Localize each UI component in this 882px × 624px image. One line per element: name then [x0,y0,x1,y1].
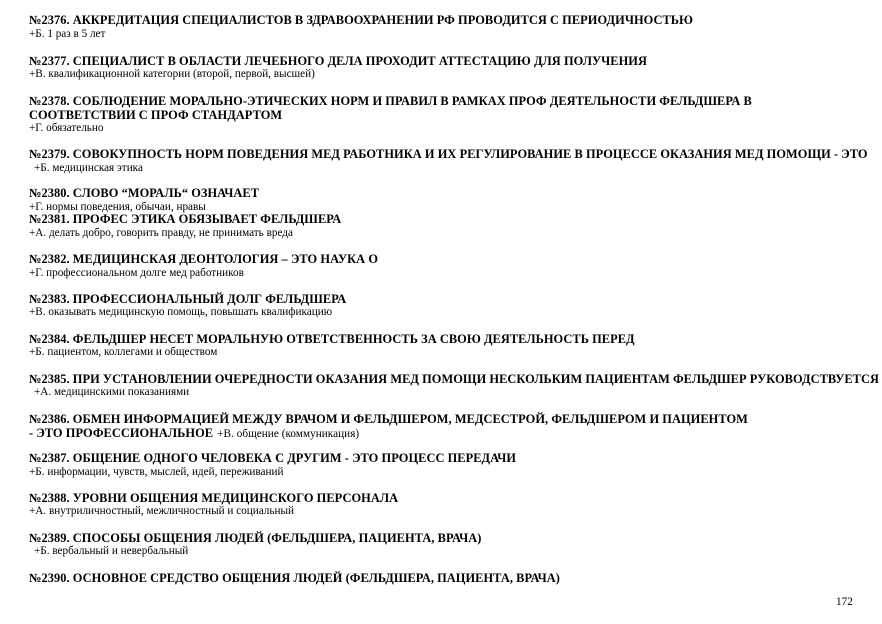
question-2376: №2376. АККРЕДИТАЦИЯ СПЕЦИАЛИСТОВ В ЗДРАВООХРАНЕНИИ РФ ПРОВОДИТСЯ С ПЕРИОДИЧНОСТЬЮ [29,13,694,27]
page-number: 172 [836,596,853,608]
answer-2385: +А. медицинскими показаниями [34,386,190,398]
answer-2384: +Б. пациентом, коллегами и обществом [29,346,218,358]
question-2386-continuation [29,426,834,441]
answer-2387: +Б. информации, чувств, мыслей, идей, переживаний [29,466,284,478]
answer-2380: +Г. нормы поведения, обычаи, нравы [29,201,206,213]
question-2384: №2384. ФЕЛЬДШЕР НЕСЕТ МОРАЛЬНУЮ ОТВЕТСТВЕННОСТЬ ЗА СВОЮ ДЕЯТЕЛЬНОСТЬ ПЕРЕД [29,332,635,346]
question-2382: №2382. МЕДИЦИНСКАЯ ДЕОНТОЛОГИЯ – ЭТО НАУКА О [29,252,379,266]
answer-2376: +Б. 1 раз в 5 лет [29,28,106,40]
answer-2386: +В. общение (коммуникация) [217,428,360,440]
question-2378: №2378. СОБЛЮДЕНИЕ МОРАЛЬНО-ЭТИЧЕСКИХ НОРМ И ПРАВИЛ В РАМКАХ ПРОФ ДЕЯТЕЛЬНОСТИ ФЕЛЬДШЕРА В СООТВЕТСТВИИ С ПРОФ СТАНДАРТОМ [29,94,752,122]
question-2380: №2380. СЛОВО “МОРАЛЬ“ ОЗНАЧАЕТ [29,186,260,200]
question-2377: №2377. СПЕЦИАЛИСТ В ОБЛАСТИ ЛЕЧЕБНОГО ДЕЛА ПРОХОДИТ АТТЕСТАЦИЮ ДЛЯ ПОЛУЧЕНИЯ [29,54,647,68]
question-2383: №2383. ПРОФЕССИОНАЛЬНЫЙ ДОЛГ ФЕЛЬДШЕРА [29,292,347,306]
question-2390: №2390. ОСНОВНОЕ СРЕДСТВО ОБЩЕНИЯ ЛЮДЕЙ (ФЕЛЬДШЕРА, ПАЦИЕНТА, ВРАЧА) [29,571,560,585]
question-2389: №2389. СПОСОБЫ ОБЩЕНИЯ ЛЮДЕЙ (ФЕЛЬДШЕРА, ПАЦИЕНТА, ВРАЧА) [29,531,482,545]
question-2386-tail: - ЭТО ПРОФЕССИОНАЛЬНОЕ [29,426,214,440]
answer-2383: +В. оказывать медицинскую помощь, повышать квалификацию [29,306,333,318]
answer-2382: +Г. профессиональном долге мед работников [29,267,244,279]
question-2387: №2387. ОБЩЕНИЕ ОДНОГО ЧЕЛОВЕКА С ДРУГИМ - ЭТО ПРОЦЕСС ПЕРЕДАЧИ [29,451,517,465]
question-2388: №2388. УРОВНИ ОБЩЕНИЯ МЕДИЦИНСКОГО ПЕРСОНАЛА [29,491,399,505]
question-2385: №2385. ПРИ УСТАНОВЛЕНИИ ОЧЕРЕДНОСТИ ОКАЗАНИЯ МЕД ПОМОЩИ НЕСКОЛЬКИМ ПАЦИЕНТАМ ФЕЛЬДШЕР РУКОВОДСТВУЕТСЯ [29,372,879,386]
question-2381: №2381. ПРОФЕС ЭТИКА ОБЯЗЫВАЕТ ФЕЛЬДШЕРА [29,212,342,226]
answer-2389: +Б. вербальный и невербальный [34,545,189,557]
question-2379: №2379. СОВОКУПНОСТЬ НОРМ ПОВЕДЕНИЯ МЕД РАБОТНИКА И ИХ РЕГУЛИРОВАНИЕ В ПРОЦЕССЕ ОКАЗАНИЯ МЕД ПОМОЩИ - ЭТО [29,147,868,161]
question-2386: №2386. ОБМЕН ИНФОРМАЦИЕЙ МЕЖДУ ВРАЧОМ И ФЕЛЬДШЕРОМ, МЕДСЕСТРОЙ, ФЕЛЬДШЕРОМ И ПАЦИЕНТОМ [29,412,748,426]
answer-2388: +А. внутриличностный, межличностный и социальный [29,505,294,517]
answer-2378: +Г. обязательно [29,122,104,134]
answer-2377: +В. квалификационной категории (второй, первой, высшей) [29,68,315,80]
answer-2381: +А. делать добро, говорить правду, не принимать вреда [29,227,293,239]
answer-2379: +Б. медицинская этика [34,162,143,174]
